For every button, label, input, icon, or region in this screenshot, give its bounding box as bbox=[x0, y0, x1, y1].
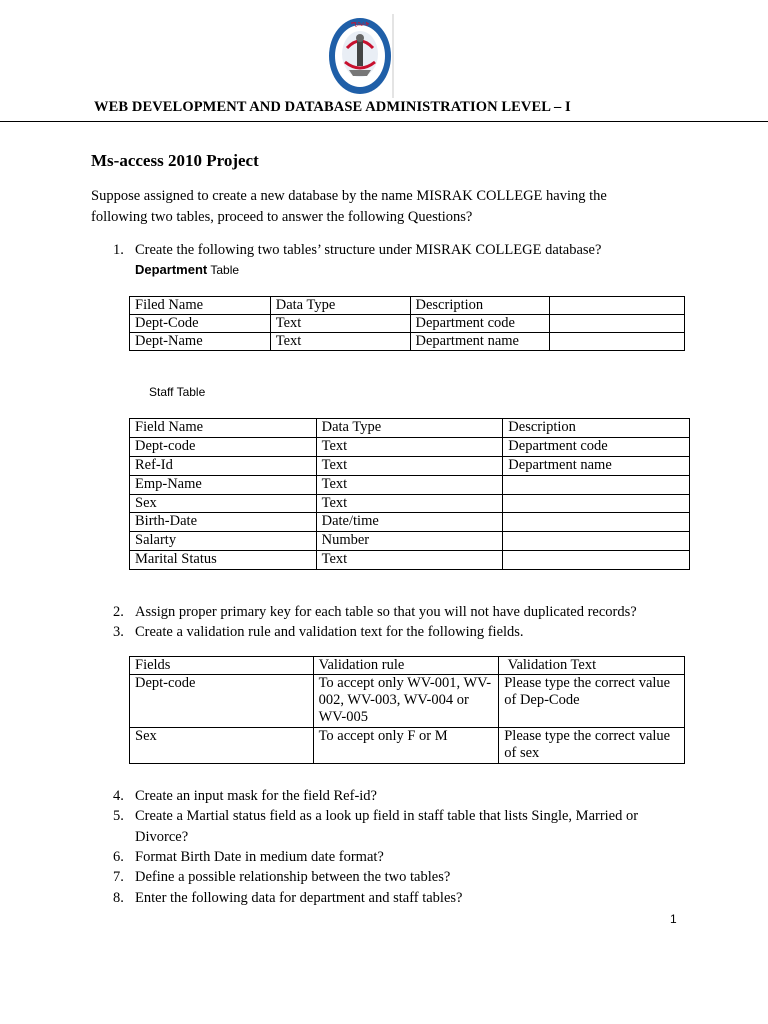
question-item bbox=[113, 602, 637, 623]
question-item bbox=[113, 786, 377, 807]
table-cell: Department name bbox=[503, 456, 690, 475]
question-text: Create the following two tables’ structure under MISRAK COLLEGE database? bbox=[135, 242, 602, 258]
table-row bbox=[130, 419, 690, 438]
table-cell: Please type the correct value of Dep-Code bbox=[499, 675, 685, 728]
table-cell: Sex bbox=[130, 494, 317, 513]
table-cell: Emp-Name bbox=[130, 475, 317, 494]
question-number: 4. bbox=[113, 788, 124, 804]
table-cell bbox=[503, 532, 690, 551]
table-cell: Dept-Name bbox=[130, 333, 271, 351]
header-divider bbox=[0, 121, 768, 122]
staff-table bbox=[129, 418, 690, 570]
table-row bbox=[130, 315, 685, 333]
intro-paragraph: Suppose assigned to create a new database by the name MISRAK COLLEGE having the following two tables, proceed to answer the following Questions? bbox=[91, 188, 607, 225]
question-text: Format Birth Date in medium date format? bbox=[135, 849, 384, 865]
question-text-continued: Divorce? bbox=[135, 829, 189, 845]
staff-table-label: Staff Table bbox=[149, 385, 206, 399]
table-cell bbox=[503, 475, 690, 494]
table-cell: Fields bbox=[130, 657, 314, 675]
table-row bbox=[130, 333, 685, 351]
table-row bbox=[130, 657, 685, 675]
question-item bbox=[113, 622, 524, 643]
table-cell: Text bbox=[316, 475, 503, 494]
table-cell: Department code bbox=[410, 315, 550, 333]
table-row bbox=[130, 437, 690, 456]
svg-text:ሚስራቅ: ሚስራቅ bbox=[350, 21, 370, 28]
table-cell: Text bbox=[316, 494, 503, 513]
table-row bbox=[130, 551, 690, 570]
question-item bbox=[113, 240, 601, 261]
question-number: 3. bbox=[113, 624, 124, 640]
question-number: 5. bbox=[113, 808, 124, 824]
college-logo bbox=[327, 14, 395, 98]
table-row bbox=[130, 532, 690, 551]
table-cell: Text bbox=[316, 437, 503, 456]
table-cell: Text bbox=[270, 315, 410, 333]
validation-table bbox=[129, 656, 685, 764]
question-number: 8. bbox=[113, 890, 124, 906]
table-cell: Dept-Code bbox=[130, 315, 271, 333]
table-cell: Validation Text bbox=[499, 657, 685, 675]
table-cell: Salarty bbox=[130, 532, 317, 551]
table-cell: Dept-code bbox=[130, 437, 317, 456]
table-cell: Text bbox=[316, 456, 503, 475]
table-cell bbox=[550, 297, 685, 315]
question-text: Enter the following data for department and staff tables? bbox=[135, 890, 463, 906]
table-cell: Text bbox=[270, 333, 410, 351]
table-row bbox=[130, 475, 690, 494]
table-cell: Department code bbox=[503, 437, 690, 456]
table-cell: To accept only WV-001, WV-002, WV-003, WV-004 or WV-005 bbox=[313, 675, 499, 728]
table-cell: Validation rule bbox=[313, 657, 499, 675]
page-number: 1 bbox=[670, 912, 677, 926]
table-cell: Ref-Id bbox=[130, 456, 317, 475]
table-row bbox=[130, 456, 690, 475]
table-cell: Birth-Date bbox=[130, 513, 317, 532]
table-row bbox=[130, 297, 685, 315]
table-cell: Number bbox=[316, 532, 503, 551]
table-row bbox=[130, 494, 690, 513]
question-text: Assign proper primary key for each table so that you will not have duplicated records? bbox=[135, 604, 637, 620]
table-cell: Date/time bbox=[316, 513, 503, 532]
table-cell: Field Name bbox=[130, 419, 317, 438]
table-cell: Department name bbox=[410, 333, 550, 351]
department-table bbox=[129, 296, 685, 351]
question-text: Create an input mask for the field Ref-id? bbox=[135, 788, 377, 804]
question-text: Create a Martial status field as a look up field in staff table that lists Single, Married or bbox=[135, 808, 639, 824]
department-label-rest: Table bbox=[207, 263, 240, 277]
question-item bbox=[113, 888, 462, 909]
table-cell: Description bbox=[503, 419, 690, 438]
table-cell bbox=[503, 494, 690, 513]
table-cell bbox=[503, 513, 690, 532]
document-header-title: WEB DEVELOPMENT AND DATABASE ADMINISTRATION LEVEL – I bbox=[94, 99, 571, 115]
table-cell: Text bbox=[316, 551, 503, 570]
table-cell bbox=[550, 333, 685, 351]
department-table-label bbox=[135, 262, 239, 279]
table-cell: To accept only F or M bbox=[313, 728, 499, 764]
table-cell bbox=[503, 551, 690, 570]
table-cell: Please type the correct value of sex bbox=[499, 728, 685, 764]
table-cell: Marital Status bbox=[130, 551, 317, 570]
table-cell: Description bbox=[410, 297, 550, 315]
question-number: 2. bbox=[113, 604, 124, 620]
question-text: Define a possible relationship between the two tables? bbox=[135, 869, 451, 885]
question-text: Create a validation rule and validation text for the following fields. bbox=[135, 624, 524, 640]
table-cell bbox=[550, 315, 685, 333]
question-item bbox=[113, 867, 450, 888]
question-number: 6. bbox=[113, 849, 124, 865]
department-label-bold: Department bbox=[135, 262, 208, 277]
table-cell: Sex bbox=[130, 728, 314, 764]
table-row bbox=[130, 728, 685, 764]
table-row bbox=[130, 675, 685, 728]
table-cell: Data Type bbox=[270, 297, 410, 315]
question-item bbox=[113, 847, 384, 868]
question-number: 7. bbox=[113, 869, 124, 885]
table-row bbox=[130, 513, 690, 532]
project-title: Ms-access 2010 Project bbox=[91, 151, 259, 170]
question-item bbox=[113, 806, 638, 827]
table-cell: Filed Name bbox=[130, 297, 271, 315]
table-cell: Dept-code bbox=[130, 675, 314, 728]
question-number: 1. bbox=[113, 242, 124, 258]
table-cell: Data Type bbox=[316, 419, 503, 438]
